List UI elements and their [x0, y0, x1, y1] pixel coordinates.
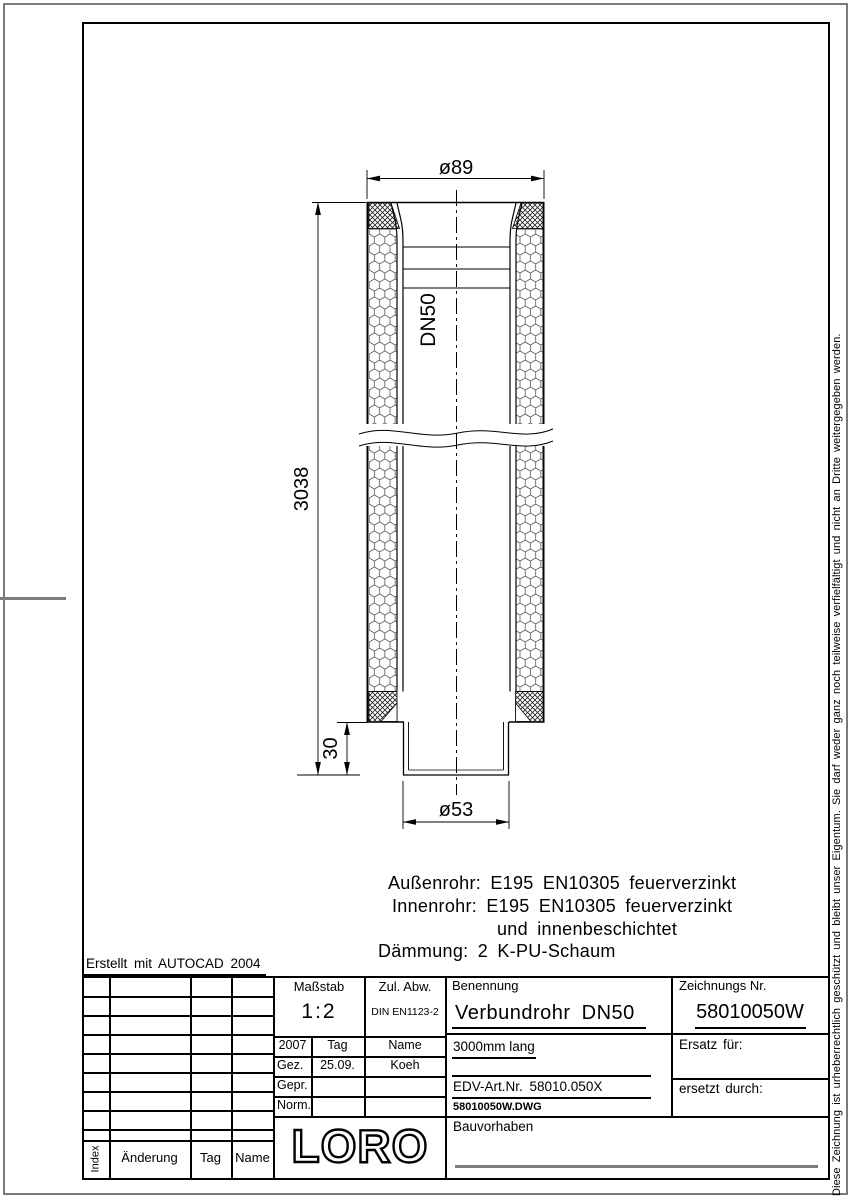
zul-abw-label: Zul. Abw. — [378, 979, 432, 994]
zeichnung-nr-label: Zeichnungs Nr. — [679, 978, 767, 993]
note-innenrohr: Innenrohr: E195 EN10305 feuerverzinkt — [392, 896, 733, 916]
note-aussenrohr: Außenrohr: E195 EN10305 feuerverzinkt — [388, 873, 737, 893]
bauvorhaben-underline — [455, 1165, 818, 1168]
edv-art-nr-underline — [452, 1097, 651, 1099]
dim30-arrow-top — [344, 722, 350, 735]
insulation-right-lower — [516, 446, 543, 692]
aenderung-header-label: Änderung — [121, 1150, 178, 1165]
ersatz-fuer-label: Ersatz für: — [679, 1037, 743, 1052]
rev-row-line — [82, 1072, 274, 1074]
dim53-arrow-right — [496, 819, 509, 825]
pipe-wall-right-inner — [510, 203, 516, 692]
benennung-underline — [452, 1027, 646, 1029]
zeichnung-nr-value: 58010050W — [696, 1001, 804, 1023]
created-with-note: Erstellt mit AUTOCAD 2004 — [86, 956, 261, 971]
norm-label: Norm. — [277, 1098, 312, 1112]
gez-name: Koeh — [390, 1058, 420, 1072]
rev-row-line — [82, 1015, 274, 1017]
tag-col-header: Tag — [327, 1038, 348, 1052]
tb-line — [446, 1033, 828, 1035]
tb-line — [274, 1116, 828, 1118]
dim3038-arrow-bottom — [315, 762, 321, 775]
copyright-note: Diese Zeichnung ist urheberrechtlich geschützt und bleibt unser Eigentum. Sie darf weder ganz noch teilweise verfielfältigt und nicht an Dritte weitergegeben werden. — [831, 333, 843, 1196]
seal-top-left — [369, 203, 400, 229]
edv-art-nr: EDV-Art.Nr. 58010.050X — [453, 1079, 603, 1094]
year-cell: 2007 — [278, 1038, 307, 1052]
insulation-left-lower — [369, 446, 397, 692]
rev-row-line — [82, 1034, 274, 1036]
note-innenrohr-2: und innenbeschichtet — [497, 919, 678, 939]
length-note-underline — [452, 1057, 536, 1059]
pipe-wall-left-inner — [397, 203, 403, 692]
rev-row-line — [82, 996, 274, 998]
tb-vline — [109, 977, 111, 1178]
massstab-label: Maßstab — [293, 979, 345, 994]
tb-vline — [671, 977, 673, 1116]
pipe-size-label: DN50 — [417, 293, 440, 347]
rev-row-line — [82, 1110, 274, 1112]
rev-header-top-line — [82, 1140, 274, 1142]
rev-row-line — [82, 1091, 274, 1093]
insulation-right-upper — [516, 230, 543, 425]
zul-abw-value: DIN EN1123-2 — [371, 1006, 439, 1018]
massstab-value: 1:2 — [301, 1000, 337, 1023]
zeichnung-nr-underline — [695, 1027, 806, 1029]
dim89-arrow-left — [367, 176, 380, 182]
insulation-left-upper — [369, 230, 397, 425]
dim-outer-diameter-label: ø89 — [438, 157, 474, 179]
length-note: 3000mm lang — [453, 1039, 535, 1054]
dim-spigot-length-label: 30 — [320, 737, 342, 760]
tb-line — [672, 1078, 828, 1080]
rev-row-line — [82, 1053, 274, 1055]
tag-header-label: Tag — [200, 1150, 221, 1165]
index-header-cell — [82, 1140, 109, 1178]
bauvorhaben-label: Bauvorhaben — [453, 1119, 534, 1134]
dim3038-arrow-top — [315, 202, 321, 215]
dim53-arrow-left — [403, 819, 416, 825]
name-header-label: Name — [235, 1150, 270, 1165]
dim-length-label: 3038 — [291, 466, 313, 512]
name-col-header: Name — [388, 1038, 422, 1052]
ersetzt-durch-label: ersetzt durch: — [679, 1081, 763, 1096]
gepr-label: Gepr. — [277, 1078, 308, 1092]
benennung-value: Verbundrohr DN50 — [455, 1002, 635, 1024]
note-daemmung: Dämmung: 2 K-PU-Schaum — [378, 941, 616, 961]
blank-underline — [452, 1075, 651, 1077]
index-header-label: Index — [89, 1145, 102, 1173]
dim-inner-diameter-label: ø53 — [438, 799, 474, 821]
tb-vline — [231, 977, 233, 1178]
rev-row-line — [82, 1129, 274, 1131]
dim89-arrow-right — [531, 176, 544, 182]
loro-logo-text: LORO — [291, 1120, 429, 1172]
dim30-arrow-bottom — [344, 762, 350, 775]
gez-date: 25.09. — [320, 1058, 355, 1072]
loro-logo — [280, 1119, 440, 1175]
tb-vline — [190, 977, 192, 1178]
dwg-file: 58010050W.DWG — [453, 1101, 542, 1113]
gez-label: Gez. — [277, 1058, 304, 1072]
benennung-label: Benennung — [452, 978, 519, 993]
